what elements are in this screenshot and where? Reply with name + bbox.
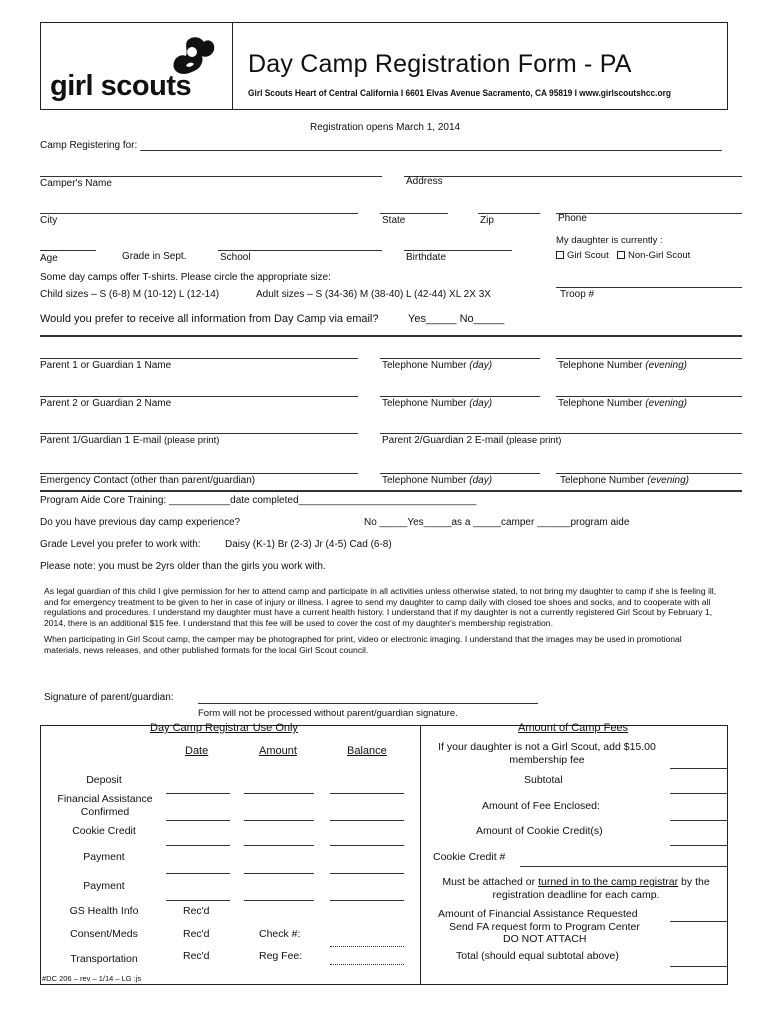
fa-requested-label: Amount of Financial Assistance Requested <box>438 908 638 920</box>
attached-note: Must be attached or turned in to the camp registrar by the registration deadline for each camp. <box>442 876 710 901</box>
zip-field[interactable] <box>478 213 540 214</box>
tshirt-note: Some day camps offer T-shirts. Please circle the appropriate size: <box>40 272 331 283</box>
reg-fee-field[interactable] <box>330 964 404 965</box>
row-payment-1: Payment <box>83 851 125 863</box>
photo-paragraph: When participating in Girl Scout camp, the camper may be photographed for print, video or electronic imaging. I understand that the images may be used in promotional materials, news releases, and other published formats for the local Girl Scout council. <box>44 634 682 655</box>
camp-registering-label: Camp Registering for: <box>40 140 138 151</box>
emergency-tel-day-field[interactable] <box>380 473 540 474</box>
city-field[interactable] <box>40 213 358 214</box>
row-consent-meds: Consent/Meds <box>70 928 138 940</box>
non-girl-scout-checkbox[interactable] <box>617 251 625 259</box>
school-label: School <box>220 252 251 263</box>
signature-label: Signature of parent/guardian: <box>44 692 174 703</box>
emergency-tel-evening-label: Telephone Number (evening) <box>560 475 689 486</box>
daughter-status-label: My daughter is currently : <box>556 235 663 246</box>
reg-fee-label: Reg Fee: <box>259 950 303 962</box>
col-amount: Amount <box>259 745 297 757</box>
fa-requested-field[interactable] <box>670 921 728 922</box>
footer-code: #DC 206 – rev – 1/14 – LG :js <box>42 974 142 983</box>
email-question: Would you prefer to receive all information from Day Camp via email? <box>40 313 379 325</box>
pay2-amount-field[interactable] <box>244 900 314 901</box>
girl-scout-option[interactable] <box>556 250 609 261</box>
girl-scout-label: Girl Scout <box>567 250 609 261</box>
grade-level-label: Grade Level you prefer to work with: <box>40 539 201 550</box>
age-field[interactable] <box>40 250 96 251</box>
subtotal-field[interactable] <box>670 793 728 794</box>
parent1-tel-evening-field[interactable] <box>556 358 742 359</box>
recd-consent: Rec'd <box>183 928 210 940</box>
emergency-tel-evening-field[interactable] <box>556 473 742 474</box>
subtotal-label: Subtotal <box>524 774 563 786</box>
grade-level-options[interactable]: Daisy (K-1) Br (2-3) Jr (4-5) Cad (6-8) <box>225 539 392 550</box>
row-financial-assistance: Financial Assistance Confirmed <box>57 793 153 818</box>
row-transportation: Transportation <box>70 953 138 965</box>
fees-heading: Amount of Camp Fees <box>518 722 629 734</box>
form-subtitle: Girl Scouts Heart of Central California I 6601 Elvas Avenue Sacramento, CA 95819 I www.girlscoutshcc.org <box>248 88 671 99</box>
total-field[interactable] <box>670 966 728 967</box>
cookie-credit-no-label: Cookie Credit # <box>433 851 506 863</box>
parent2-email-field[interactable] <box>380 433 742 434</box>
pay1-amount-field[interactable] <box>244 873 314 874</box>
emergency-label: Emergency Contact (other than parent/guardian) <box>40 475 256 486</box>
non-girl-scout-option[interactable] <box>617 250 690 261</box>
fee-enclosed-field[interactable] <box>670 820 728 821</box>
recd-transport: Rec'd <box>183 950 210 962</box>
email-yes-no[interactable]: Yes_____ No_____ <box>408 313 505 325</box>
section-divider <box>40 335 742 337</box>
row-payment-2: Payment <box>83 880 125 892</box>
header-divider <box>232 22 233 110</box>
parent2-tel-day-field[interactable] <box>380 396 540 397</box>
fa-send-note: Send FA request form to Program Center <box>449 921 640 933</box>
cookie-amount-field[interactable] <box>244 820 314 821</box>
grade-label: Grade in Sept. <box>122 251 187 262</box>
parent2-tel-evening-field[interactable] <box>556 396 742 397</box>
consent-text <box>44 586 720 662</box>
signature-field[interactable] <box>198 703 538 704</box>
troop-field[interactable] <box>556 287 742 288</box>
parent1-tel-evening-label: Telephone Number (evening) <box>558 360 687 371</box>
parent1-email-field[interactable] <box>40 433 358 434</box>
pay2-date-field[interactable] <box>166 900 230 901</box>
non-gs-fee: If your daughter is not a Girl Scout, add $15.00 membership fee <box>438 741 656 766</box>
emergency-tel-day-label: Telephone Number (day) <box>382 475 493 486</box>
girl-scout-checkbox[interactable] <box>556 251 564 259</box>
adult-sizes[interactable]: Adult sizes – S (34-36) M (38-40) L (42-44) XL 2X 3X <box>256 289 491 300</box>
row-cookie-credit: Cookie Credit <box>72 825 136 837</box>
troop-label: Troop # <box>560 289 595 300</box>
pay2-balance-field[interactable] <box>330 900 404 901</box>
recd-health: Rec'd <box>183 905 210 917</box>
aide-note: Please note: you must be 2yrs older than the girls you work with. <box>40 561 326 572</box>
cookie-credits-field[interactable] <box>670 845 728 846</box>
state-label: State <box>382 215 406 226</box>
parent1-tel-day-label: Telephone Number (day) <box>382 360 493 371</box>
parent2-tel-day-label: Telephone Number (day) <box>382 398 493 409</box>
parent2-tel-evening-label: Telephone Number (evening) <box>558 398 687 409</box>
aide-divider <box>40 490 742 492</box>
cc-balance-field[interactable] <box>330 845 404 846</box>
cc-date-field[interactable] <box>166 845 230 846</box>
core-training[interactable]: Program Aide Core Training: ___________date completed________________________________ <box>40 495 477 506</box>
prev-experience-answer[interactable]: No _____Yes_____as a _____camper ______program aide <box>364 517 630 528</box>
birthdate-label: Birthdate <box>406 252 447 263</box>
address-field[interactable] <box>404 176 742 177</box>
cookie-credit-no-field[interactable] <box>520 866 728 867</box>
phone-label: Phone <box>558 213 587 224</box>
state-field[interactable] <box>380 213 448 214</box>
cookie-balance-field[interactable] <box>330 820 404 821</box>
fa-date-field[interactable] <box>166 793 230 794</box>
fa-amount-field[interactable] <box>244 793 314 794</box>
address-label: Address <box>406 176 443 187</box>
registration-opens: Registration opens March 1, 2014 <box>310 122 461 133</box>
cookie-credits-label: Amount of Cookie Credit(s) <box>476 825 603 837</box>
campers-name-field[interactable] <box>40 176 382 177</box>
city-label: City <box>40 215 58 226</box>
fee-enclosed-label: Amount of Fee Enclosed: <box>482 800 600 812</box>
parent2-name-label: Parent 2 or Guardian 2 Name <box>40 398 172 409</box>
non-gs-fee-field[interactable] <box>670 768 728 769</box>
emergency-field[interactable] <box>40 473 358 474</box>
parent1-name-label: Parent 1 or Guardian 1 Name <box>40 360 172 371</box>
check-field[interactable] <box>330 946 404 947</box>
row-deposit: Deposit <box>86 774 122 786</box>
signature-note: Form will not be processed without parent/guardian signature. <box>198 708 458 719</box>
total-label: Total (should equal subtotal above) <box>456 950 619 962</box>
cookie-date-field[interactable] <box>166 820 230 821</box>
form-title: Day Camp Registration Form - PA <box>248 50 632 78</box>
camp-registering-field[interactable] <box>140 150 722 151</box>
parent1-email-label: Parent 1/Guardian 1 E-mail (please print) <box>40 435 220 446</box>
parent1-tel-day-field[interactable] <box>380 358 540 359</box>
consent-paragraph: As legal guardian of this child I give permission for her to attend camp and participate in all activities unless otherwise stated, to not bring my daughter to camp if she is feeling ill, and for emergency treatment to be given to her in case of injury or illness. I agree to send my daughter to camp daily with closed toe shoes and socks, and to cooperate with all regulations and procedures. I understand my daughter must have a current health history. I understand that if my daughter is not a currently registered Girl Scout by February 1, 2014, there is an additional $15 fee. I understand that this fee will be used to cover the cost of my daughter's membership registration. <box>44 586 717 628</box>
school-field[interactable] <box>218 250 382 251</box>
office-use-divider <box>420 725 421 985</box>
non-girl-scout-label: Non-Girl Scout <box>628 250 691 261</box>
col-date: Date <box>185 745 209 757</box>
age-label: Age <box>40 253 58 264</box>
prev-experience-label: Do you have previous day camp experience? <box>40 517 241 528</box>
campers-name-label: Camper's Name <box>40 178 112 189</box>
do-not-attach: DO NOT ATTACH <box>503 933 587 945</box>
child-sizes[interactable]: Child sizes – S (6-8) M (10-12) L (12-14) <box>40 289 220 300</box>
fa-balance-field[interactable] <box>330 793 404 794</box>
pay1-date-field[interactable] <box>166 873 230 874</box>
cc-amount-field[interactable] <box>244 845 314 846</box>
check-label: Check #: <box>259 928 301 940</box>
parent2-name-field[interactable] <box>40 396 358 397</box>
row-health-info: GS Health Info <box>69 905 139 917</box>
col-balance: Balance <box>347 745 387 757</box>
pay1-balance-field[interactable] <box>330 873 404 874</box>
logo-wordmark: girl scouts <box>50 70 192 102</box>
registrar-heading: Day Camp Registrar Use Only <box>150 722 298 734</box>
birthdate-field[interactable] <box>404 250 512 251</box>
zip-label: Zip <box>480 215 494 226</box>
parent2-email-label: Parent 2/Guardian 2 E-mail (please print) <box>382 435 562 446</box>
parent1-name-field[interactable] <box>40 358 358 359</box>
